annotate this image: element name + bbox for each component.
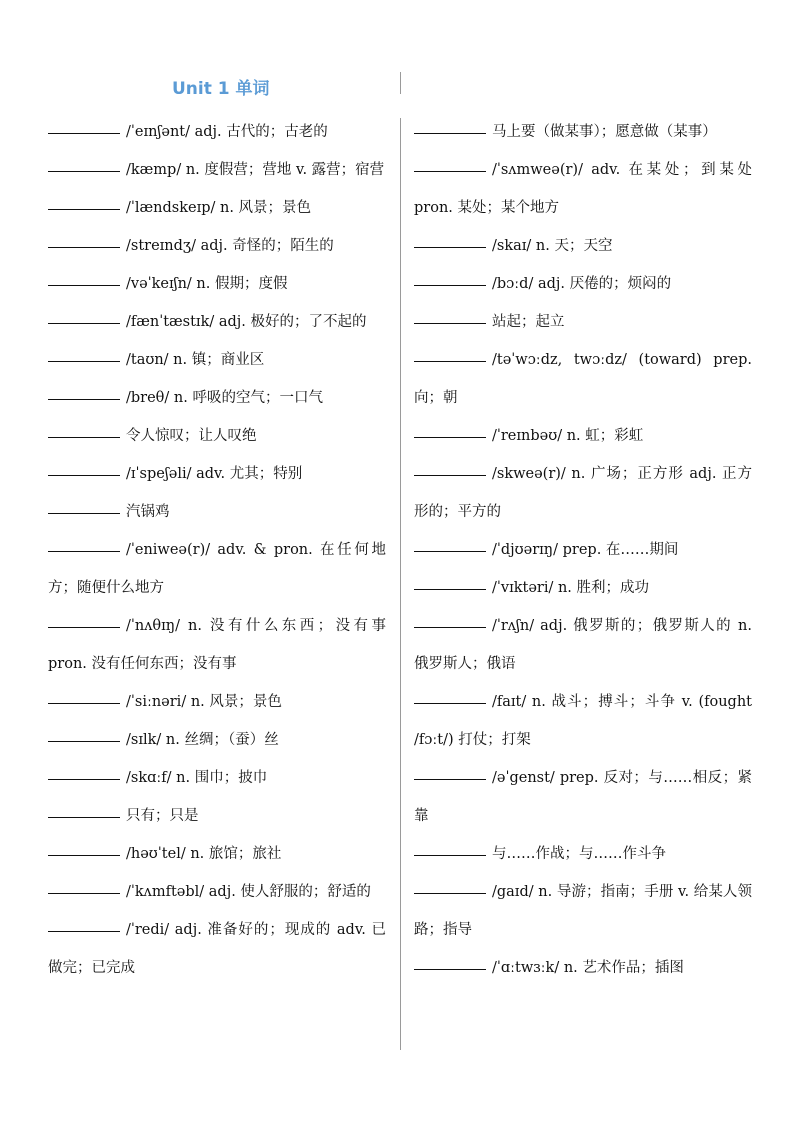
entry-text: 只有；只是 bbox=[126, 808, 199, 824]
answer-blank bbox=[414, 626, 486, 628]
answer-blank bbox=[414, 246, 486, 248]
entry-text: /ˈrʌʃn/ adj. 俄罗斯的；俄罗斯人的 n. 俄罗斯人；俄语 bbox=[414, 618, 752, 672]
vocab-entry bbox=[48, 835, 386, 873]
answer-blank bbox=[48, 930, 120, 932]
answer-blank bbox=[414, 778, 486, 780]
entry-text: 令人惊叹；让人叹绝 bbox=[126, 428, 257, 444]
answer-blank bbox=[48, 246, 120, 248]
vocab-entry bbox=[48, 113, 386, 151]
right-column bbox=[414, 113, 752, 987]
answer-blank bbox=[48, 132, 120, 134]
vocab-entry bbox=[48, 911, 386, 987]
entry-text: /kæmp/ n. 度假营；营地 v. 露营；宿营 bbox=[126, 162, 385, 178]
entry-text: /ˈredi/ adj. 准备好的；现成的 adv. 已做完；已完成 bbox=[48, 922, 386, 976]
answer-blank bbox=[48, 740, 120, 742]
vocab-entry bbox=[414, 873, 752, 949]
vocab-entry bbox=[414, 113, 752, 151]
vocab-entry bbox=[48, 303, 386, 341]
answer-blank bbox=[414, 702, 486, 704]
vocab-entry bbox=[48, 683, 386, 721]
answer-blank bbox=[48, 474, 120, 476]
entry-text: /taʊn/ n. 镇；商业区 bbox=[126, 352, 265, 368]
vocab-entry bbox=[48, 417, 386, 455]
entry-text: /təˈwɔːdz, twɔːdz/ (toward) prep. 向；朝 bbox=[414, 352, 752, 406]
entry-text: /ˈeniweə(r)/ adv. & pron. 在任何地方；随便什么地方 bbox=[48, 542, 386, 596]
answer-blank bbox=[414, 550, 486, 552]
answer-blank bbox=[48, 816, 120, 818]
vocab-entry bbox=[414, 341, 752, 417]
answer-blank bbox=[48, 854, 120, 856]
entry-text: /bɔːd/ adj. 厌倦的；烦闷的 bbox=[492, 276, 672, 292]
entry-text: /ˈkʌmftəbl/ adj. 使人舒服的；舒适的 bbox=[126, 884, 371, 900]
answer-blank bbox=[414, 170, 486, 172]
vocab-entry bbox=[414, 455, 752, 531]
vocab-entry bbox=[48, 189, 386, 227]
vocab-entry bbox=[48, 607, 386, 683]
entry-text: /ˈnʌθɪŋ/ n. 没有什么东西；没有事 pron. 没有任何东西；没有事 bbox=[48, 618, 386, 672]
entry-text: /vəˈkeɪʃn/ n. 假期；度假 bbox=[126, 276, 288, 292]
answer-blank bbox=[48, 702, 120, 704]
entry-text: /əˈgenst/ prep. 反对；与……相反；紧靠 bbox=[414, 770, 752, 824]
vocab-entry bbox=[48, 379, 386, 417]
vocab-entry bbox=[414, 607, 752, 683]
vocab-entry bbox=[48, 341, 386, 379]
entry-text: /streɪndʒ/ adj. 奇怪的；陌生的 bbox=[126, 238, 334, 254]
vocab-entry bbox=[414, 303, 752, 341]
entry-text: /sɪlk/ n. 丝绸；（蚕）丝 bbox=[126, 732, 279, 748]
entry-text: 站起；起立 bbox=[492, 314, 565, 330]
entry-text: /ˈsʌmweə(r)/ adv. 在某处；到某处 pron. 某处；某个地方 bbox=[414, 162, 752, 216]
entry-text: /ˈreɪnbəʊ/ n. 虹；彩虹 bbox=[492, 428, 644, 444]
answer-blank bbox=[48, 550, 120, 552]
vocab-entry bbox=[48, 531, 386, 607]
entry-text: /skaɪ/ n. 天；天空 bbox=[492, 238, 613, 254]
answer-blank bbox=[48, 626, 120, 628]
answer-blank bbox=[48, 170, 120, 172]
page-title: Unit 1 单词 bbox=[172, 79, 270, 99]
entry-text: /faɪt/ n. 战斗；搏斗；斗争 v. (fought /fɔːt/) 打仗；打架 bbox=[414, 694, 752, 748]
entry-text: 汽锅鸡 bbox=[126, 504, 170, 520]
vocab-entry bbox=[414, 265, 752, 303]
answer-blank bbox=[414, 436, 486, 438]
answer-blank bbox=[414, 360, 486, 362]
vocab-entry bbox=[48, 797, 386, 835]
entry-text: /ɪˈspeʃəli/ adv. 尤其；特别 bbox=[126, 466, 303, 482]
answer-blank bbox=[48, 512, 120, 514]
entry-text: /fænˈtæstɪk/ adj. 极好的；了不起的 bbox=[126, 314, 367, 330]
column-divider bbox=[400, 118, 401, 1050]
entry-text: /skɑːf/ n. 围巾；披巾 bbox=[126, 770, 268, 786]
entry-text: /ˈvɪktəri/ n. 胜利；成功 bbox=[492, 580, 650, 596]
vocab-entry bbox=[414, 531, 752, 569]
vocab-entry bbox=[414, 949, 752, 987]
answer-blank bbox=[414, 588, 486, 590]
answer-blank bbox=[414, 284, 486, 286]
entry-text: /gaɪd/ n. 导游；指南；手册 v. 给某人领路；指导 bbox=[414, 884, 752, 938]
vocab-entry bbox=[414, 417, 752, 455]
left-column bbox=[48, 113, 386, 987]
vocab-entry bbox=[48, 493, 386, 531]
entry-text: /ˈlændskeɪp/ n. 风景；景色 bbox=[126, 200, 312, 216]
answer-blank bbox=[414, 968, 486, 970]
vocab-entry bbox=[48, 721, 386, 759]
vocab-entry bbox=[48, 455, 386, 493]
vocab-entry bbox=[48, 151, 386, 189]
vocab-entry bbox=[48, 227, 386, 265]
answer-blank bbox=[414, 474, 486, 476]
entry-text: 与……作战；与……作斗争 bbox=[492, 846, 666, 862]
answer-blank bbox=[414, 892, 486, 894]
vocab-entry bbox=[414, 227, 752, 265]
entry-text: /breθ/ n. 呼吸的空气；一口气 bbox=[126, 390, 323, 406]
entry-text: /ˈdjʊərɪŋ/ prep. 在……期间 bbox=[492, 542, 679, 558]
column-divider-top bbox=[400, 72, 401, 94]
answer-blank bbox=[48, 436, 120, 438]
entry-text: /ˈsiːnəri/ n. 风景；景色 bbox=[126, 694, 282, 710]
answer-blank bbox=[414, 132, 486, 134]
entry-text: /ˈɑːtwɜːk/ n. 艺术作品；插图 bbox=[492, 960, 684, 976]
answer-blank bbox=[48, 778, 120, 780]
answer-blank bbox=[48, 322, 120, 324]
vocab-entry bbox=[414, 835, 752, 873]
vocab-entry bbox=[48, 873, 386, 911]
vocab-entry bbox=[414, 569, 752, 607]
entry-text: /həʊˈtel/ n. 旅馆；旅社 bbox=[126, 846, 282, 862]
answer-blank bbox=[414, 322, 486, 324]
answer-blank bbox=[48, 892, 120, 894]
answer-blank bbox=[48, 208, 120, 210]
entry-text: /ˈeɪnʃənt/ adj. 古代的；古老的 bbox=[126, 124, 328, 140]
answer-blank bbox=[414, 854, 486, 856]
answer-blank bbox=[48, 360, 120, 362]
vocab-entry bbox=[414, 151, 752, 227]
entry-text: 马上要（做某事）；愿意做（某事） bbox=[492, 124, 717, 140]
vocab-entry bbox=[414, 683, 752, 759]
answer-blank bbox=[48, 284, 120, 286]
vocab-entry bbox=[48, 265, 386, 303]
answer-blank bbox=[48, 398, 120, 400]
entry-text: /skweə(r)/ n. 广场；正方形 adj. 正方形的；平方的 bbox=[414, 466, 752, 520]
vocab-entry bbox=[48, 759, 386, 797]
vocab-entry bbox=[414, 759, 752, 835]
